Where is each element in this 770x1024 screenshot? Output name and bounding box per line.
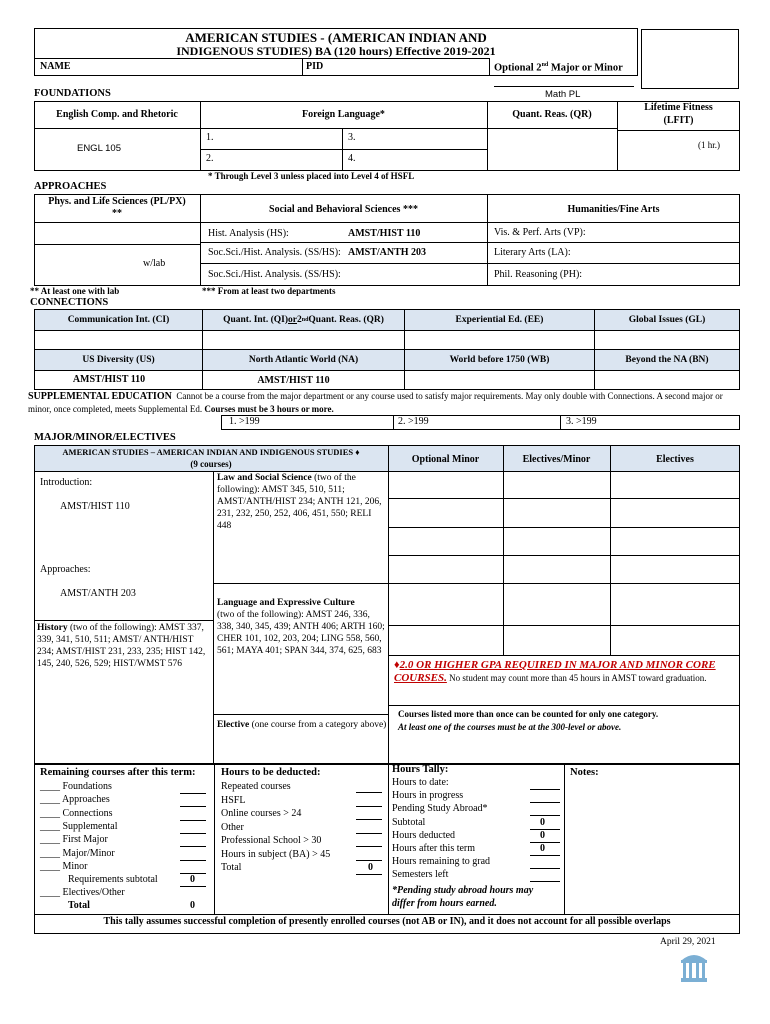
footer-date: April 29, 2021 [660,937,716,947]
law-social-science: Law and Social Science (two of the following): AMST 345, 510, 511; AMST/ANTH/HIST 234; ANTH 121, 206, 231, 232, 250, 252, 406, 451, 550; RELI 448 [217,473,382,531]
req-subtotal-label: Requirements subtotal [68,874,158,885]
language-block: Language and Expressive Culture (two of the following): AMST 246, 336, 338, 340, 345, 439; ANTH 406; ARTH 160; CHER 101, 102, 203, 204; LING 558, 560, 561; MAYA 401; SPAN 344, 374, 625, 683 [217,598,385,656]
deduct-item-blank[interactable] [356,846,382,847]
pending-note-2: differ from hours earned. [392,898,497,909]
minor-row-5 [388,625,740,626]
fdn-hline-lfit [617,130,740,131]
multi-count-note-2: At least one of the courses must be at the 300-level or above. [398,722,622,732]
approaches-history-divider [34,620,213,621]
deduct-item-blank[interactable] [356,833,382,834]
elective-block: Elective (one course from a category above) [217,720,387,730]
conn-gl: Global Issues (GL) [594,309,740,331]
old-well-logo-icon [679,948,709,984]
dept-note: *** From at least two departments [202,286,336,296]
optional-major-label: Optional 2nd Major or Minor [494,62,623,74]
deduct-item-blank[interactable] [356,819,382,820]
approaches-heading: APPROACHES [34,181,107,192]
hours-item: Hours to date: [392,777,449,788]
remaining-heading: Remaining courses after this term: [40,767,196,778]
hours-item: Pending Study Abroad* [392,803,488,815]
appr-hline-pl2 [34,244,200,245]
fdn-hline-fl [200,128,487,129]
form-title-line2: INDIGENOUS STUDIES) BA (120 hours) Effective 2019-2021 [176,44,496,58]
major-header-line [34,471,740,472]
qr-header: Quant. Reas. (QR) [512,109,592,120]
conn-na: North Atlantic World (NA) [202,349,405,371]
ss-row-1-label: Hist. Analysis (HS): [208,228,289,239]
deduct-item-blank[interactable] [356,792,382,793]
remaining-item: ____ Foundations [40,781,112,792]
conn-ci-entry[interactable] [34,330,203,350]
conn-gl-entry[interactable] [594,330,740,350]
english-comp-value: ENGL 105 [76,143,121,154]
remaining-item-blank[interactable] [180,820,206,821]
tally-div-2 [388,763,389,915]
foundations-heading: FOUNDATIONS [34,88,111,99]
remaining-item-blank[interactable] [180,833,206,834]
foreign-language-header: Foreign Language* [302,109,385,120]
lfit-header-line2: (LFIT) [663,115,694,126]
conn-ee: Experiential Ed. (EE) [404,309,595,331]
deduct-total-blank[interactable] [356,874,382,875]
pl-lab-label: w/lab [143,258,166,269]
hours-item: Subtotal [392,816,426,828]
fdn-fl-vdivider [342,128,343,171]
deduct-item-blank[interactable] [356,806,382,807]
total-value: 0 [190,900,195,911]
ss-row-2-value[interactable]: AMST/ANTH 203 [348,247,427,258]
minor-row-1 [388,498,740,499]
deduct-item: Other [221,821,244,833]
remaining-item-blank[interactable] [180,860,206,861]
hours-item-value: 0 [540,816,545,828]
conn-bn: Beyond the NA (BN) [594,349,740,371]
hours-item-blank[interactable] [530,802,560,803]
supplemental-slots [221,415,740,430]
hours-item: Hours deducted [392,829,456,841]
deduct-item-blank[interactable] [356,860,382,861]
remaining-item-blank[interactable] [180,873,206,874]
fl-slot-3[interactable]: 3. [348,132,356,143]
notes-label: Notes: [570,767,599,778]
tally-table [34,763,740,915]
connections-heading: CONNECTIONS [30,297,109,308]
name-label: NAME [40,61,71,72]
pid-label: PID [306,61,324,72]
intro-value: AMST/HIST 110 [60,501,130,512]
ss-row-3-label: Soc.Sci./Hist. Analysis. (SS/HS): [208,269,341,280]
conn-qi-entry[interactable] [202,330,405,350]
req-subtotal-line [180,886,206,887]
appr-hline-2 [200,242,740,243]
lab-note: ** At least one with lab [30,286,120,296]
total-label: Total [68,900,90,911]
minor-row-6 [388,655,740,656]
name-pid-divider [302,58,303,76]
math-pl-label: Math PL [545,89,581,100]
minor-row-7 [388,705,740,706]
deduct-item: Repeated courses [221,781,291,792]
remaining-item: ____ Connections [40,807,113,819]
approaches-value: AMST/ANTH 203 [60,588,136,599]
hours-item: Hours in progress [392,790,464,802]
remaining-item-blank[interactable] [180,793,206,794]
fl-note: * Through Level 3 unless placed into Level 4 of HSFL [208,171,415,181]
conn-na-value: AMST/HIST 110 [257,375,330,386]
electives-header: Electives [656,454,694,465]
history-block: History (two of the following): AMST 337, 339, 341, 510, 511; AMST/ ANTH/HIST 234; AMST/HIST 231, 233, 235; HIST 142, 145, 240, 526, 529; HIST/WMST 576 [37,623,206,669]
multi-count-note-1: Courses listed more than once can be counted for only one category. [398,709,659,719]
minor-row-4 [388,583,740,584]
lfit-header-line1: Lifetime Fitness [644,102,713,113]
remaining-item: ____ Approaches [40,794,110,806]
conn-qi: Quant. Int. (QI) or 2 nd Quant. Reas. (QR) [202,309,405,331]
major-entry-line[interactable] [494,86,634,87]
conn-wb: World before 1750 (WB) [404,349,595,371]
conn-us: US Diversity (US) [34,349,203,371]
fdn-hline-qr [487,128,617,129]
fl-slot-1[interactable]: 1. [206,132,214,143]
supp-slot-1[interactable]: 1. >199 [229,416,260,427]
form-title-line1: AMERICAN STUDIES - (AMERICAN INDIAN AND [185,30,487,45]
appr-hline-3 [200,263,740,264]
conn-ci: Communication Int. (CI) [34,309,203,331]
hours-item-blank[interactable] [530,881,560,882]
law-lang-divider [213,583,388,584]
deduct-total-value: 0 [368,862,373,873]
fl-slot-2[interactable]: 2. [206,153,214,164]
lang-elective-divider [213,714,388,715]
hours-item: Hours remaining to grad [392,856,491,868]
supp-slot-3[interactable]: 3. >199 [566,416,597,427]
deduct-item: Hours in subject (BA) > 45 [221,848,331,860]
hours-item-blank[interactable] [530,842,560,843]
hum-row-la: Literary Arts (LA): [494,247,571,258]
optional-minor-header: Optional Minor [411,454,480,465]
minor-row-2 [388,527,740,528]
hours-item-blank[interactable] [530,868,560,869]
pl-header-line1: Phys. and Life Sciences (PL/PX) [48,196,186,207]
major-heading: MAJOR/MINOR/ELECTIVES [34,432,176,443]
hours-item-blank[interactable] [530,789,560,790]
electives-minor-header: Electives/Minor [522,454,591,465]
conn-bn-entry[interactable] [594,370,740,390]
lfit-value: (1 hr.) [698,140,720,150]
deduct-item: Total [221,862,242,873]
pl-header-line2: ** [112,208,122,219]
deduct-item: Online courses > 24 [221,808,302,819]
supp-div-2 [560,415,561,430]
conn-us-value: AMST/HIST 110 [72,374,146,385]
hours-item-value: 0 [540,829,545,841]
photo-box [641,29,739,89]
ss-row-2-label: Soc.Sci./Hist. Analysis. (SS/HS): [208,247,341,258]
hours-item-blank[interactable] [530,815,560,816]
supplemental-text: SUPPLEMENTAL EDUCATION Cannot be a course from the major department or any course used to satisfy major requirements. May only double with Connections. A second major or minor, once completed, meets Supplemental Ed. Courses must be 3 hours or more. [28,391,723,414]
hours-item: Hours after this term [392,843,476,854]
pending-note-1: *Pending study abroad hours may [392,885,534,896]
hours-item: Semesters left [392,869,449,881]
remaining-item: ____ Supplemental [40,820,118,832]
gpa-notice: ♦2.0 OR HIGHER GPA REQUIRED IN MAJOR AND MINOR CORE COURSES. No student may count more than 45 hours in AMST toward graduation. [394,659,716,684]
major-minor-divider [388,445,389,765]
hours-item-blank[interactable] [530,855,560,856]
deduct-item: Professional School > 30 [221,835,322,846]
conn-ee-entry[interactable] [404,330,595,350]
minor-div-2 [610,445,611,655]
hum-row-ph: Phil. Reasoning (PH): [494,269,583,280]
name-row-divider [34,58,490,59]
hum-row-vp: Vis. & Perf. Arts (VP): [494,227,586,238]
tally-div-3 [564,763,565,915]
supp-div-1 [393,415,394,430]
major-inner-divider [213,471,214,765]
supp-slot-2[interactable]: 2. >199 [398,416,429,427]
appr-hline-1 [200,222,740,223]
hours-item-blank[interactable] [530,829,560,830]
tally-div-1 [214,763,215,915]
req-subtotal-value: 0 [190,874,195,885]
humanities-header: Humanities/Fine Arts [567,204,660,215]
intro-label: Introduction: [40,477,93,488]
remaining-item-blank[interactable] [180,806,206,807]
pid-major-divider [489,58,490,76]
deduct-item: HSFL [221,794,246,806]
fdn-hline-eng [34,128,200,129]
electives-other-label: ____ Electives/Other [40,887,125,898]
english-comp-header: English Comp. and Rhetoric [56,109,178,120]
fdn-hline-fl2 [200,149,487,150]
hours-item-value: 0 [540,843,545,854]
hours-tally-heading: Hours Tally: [392,764,449,775]
approaches-label: Approaches: [40,564,91,575]
conn-wb-entry[interactable] [404,370,595,390]
minor-row-3 [388,555,740,556]
remaining-item: ____ First Major [40,834,108,846]
footer-note: This tally assumes successful completion of presently enrolled courses (not AB or IN), and it does not account for all possible overlaps [103,916,671,927]
ss-row-1-value[interactable]: AMST/HIST 110 [348,228,421,239]
minor-div-1 [503,445,504,655]
major-header-line1: AMERICAN STUDIES – AMERICAN INDIAN AND INDIGENOUS STUDIES ♦ [62,447,360,457]
remaining-item: ____ Minor [40,860,88,872]
remaining-item-blank[interactable] [180,846,206,847]
deduct-heading: Hours to be deducted: [221,767,321,778]
fl-slot-4[interactable]: 4. [348,153,356,164]
major-header-line2: (9 courses) [190,459,232,469]
remaining-item: ____ Major/Minor [40,847,115,859]
appr-hline-pl [34,222,200,223]
ss-header: Social and Behavioral Sciences *** [269,204,418,215]
